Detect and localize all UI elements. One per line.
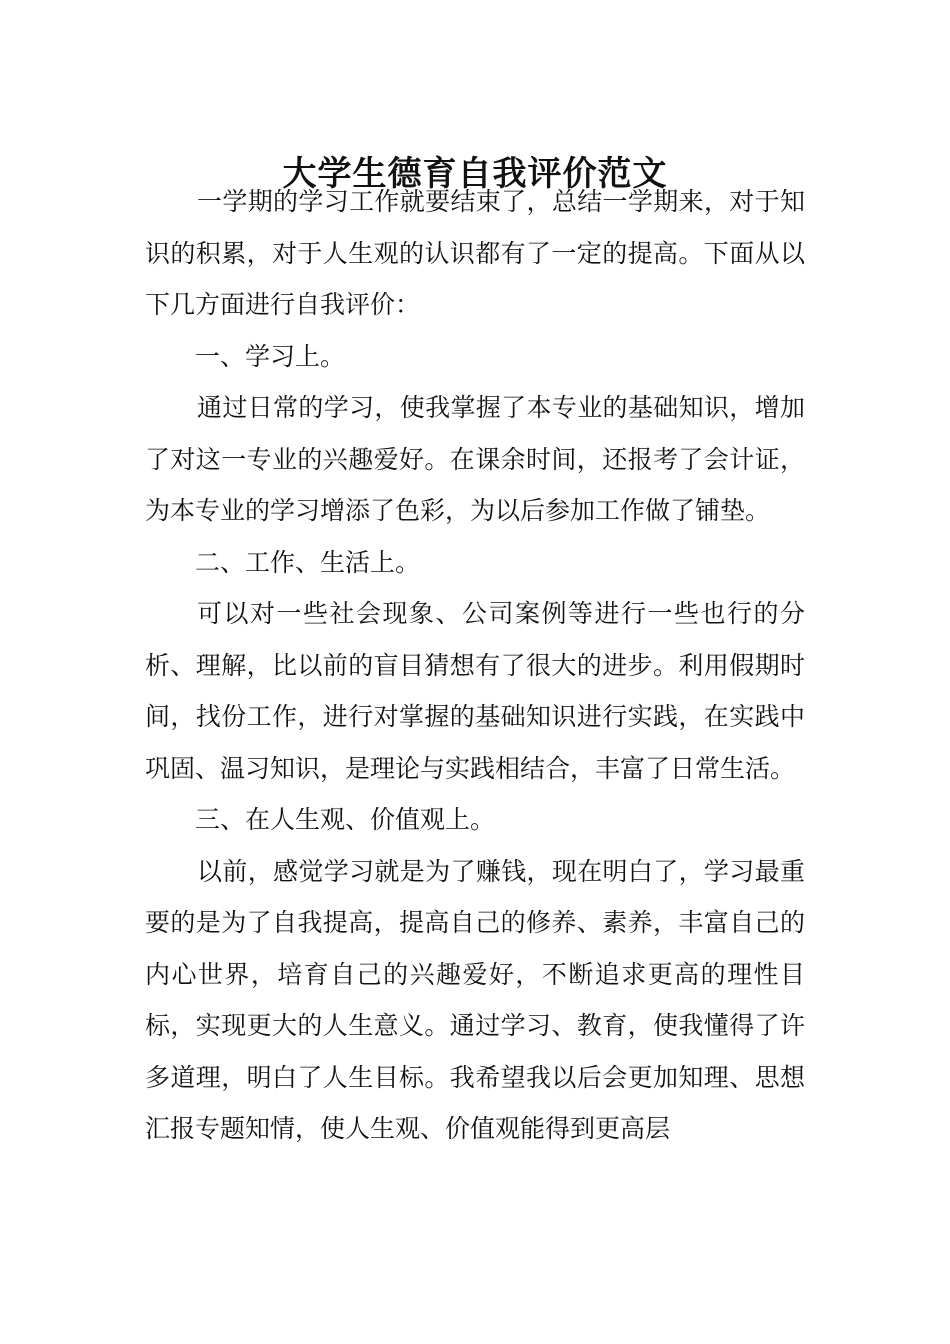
document-body: [145, 176, 805, 1155]
work-life-paragraph: 可以对一些社会现象、公司案例等进行一些也行的分析、理解，比以前的盲目猜想有了很大的进步。利用假期时间，找份工作，进行对掌握的基础知识进行实践，在实践中巩固、温习知识，是理论与实践相结合，丰富了日常生活。: [145, 599, 805, 783]
section-heading-study: 一、学习上。: [195, 341, 346, 371]
document-title: 大学生德育自我评价范文: [282, 153, 668, 194]
intro-paragraph: 一学期的学习工作就要结束了，总结一学期来，对于知识的积累，对于人生观的认识都有了一定的提高。下面从以下几方面进行自我评价：: [145, 187, 805, 319]
section-heading-work-life: 二、工作、生活上。: [195, 547, 421, 577]
values-paragraph: 以前，感觉学习就是为了赚钱，现在明白了，学习最重要的是为了自我提高，提高自己的修养、素养，丰富自己的内心世界，培育自己的兴趣爱好，不断追求更高的理性目标，实现更大的人生意义。通过学习、教育，使我懂得了许多道理，明白了人生目标。我希望我以后会更加知理、思想汇报专题知情，使人生观、价值观能得到更高层: [145, 856, 805, 1143]
study-paragraph: 通过日常的学习，使我掌握了本专业的基础知识，增加了对这一专业的兴趣爱好。在课余时间，还报考了会计证，为本专业的学习增添了色彩，为以后参加工作做了铺垫。: [145, 393, 805, 525]
section-heading-values: 三、在人生观、价值观上。: [195, 805, 496, 834]
